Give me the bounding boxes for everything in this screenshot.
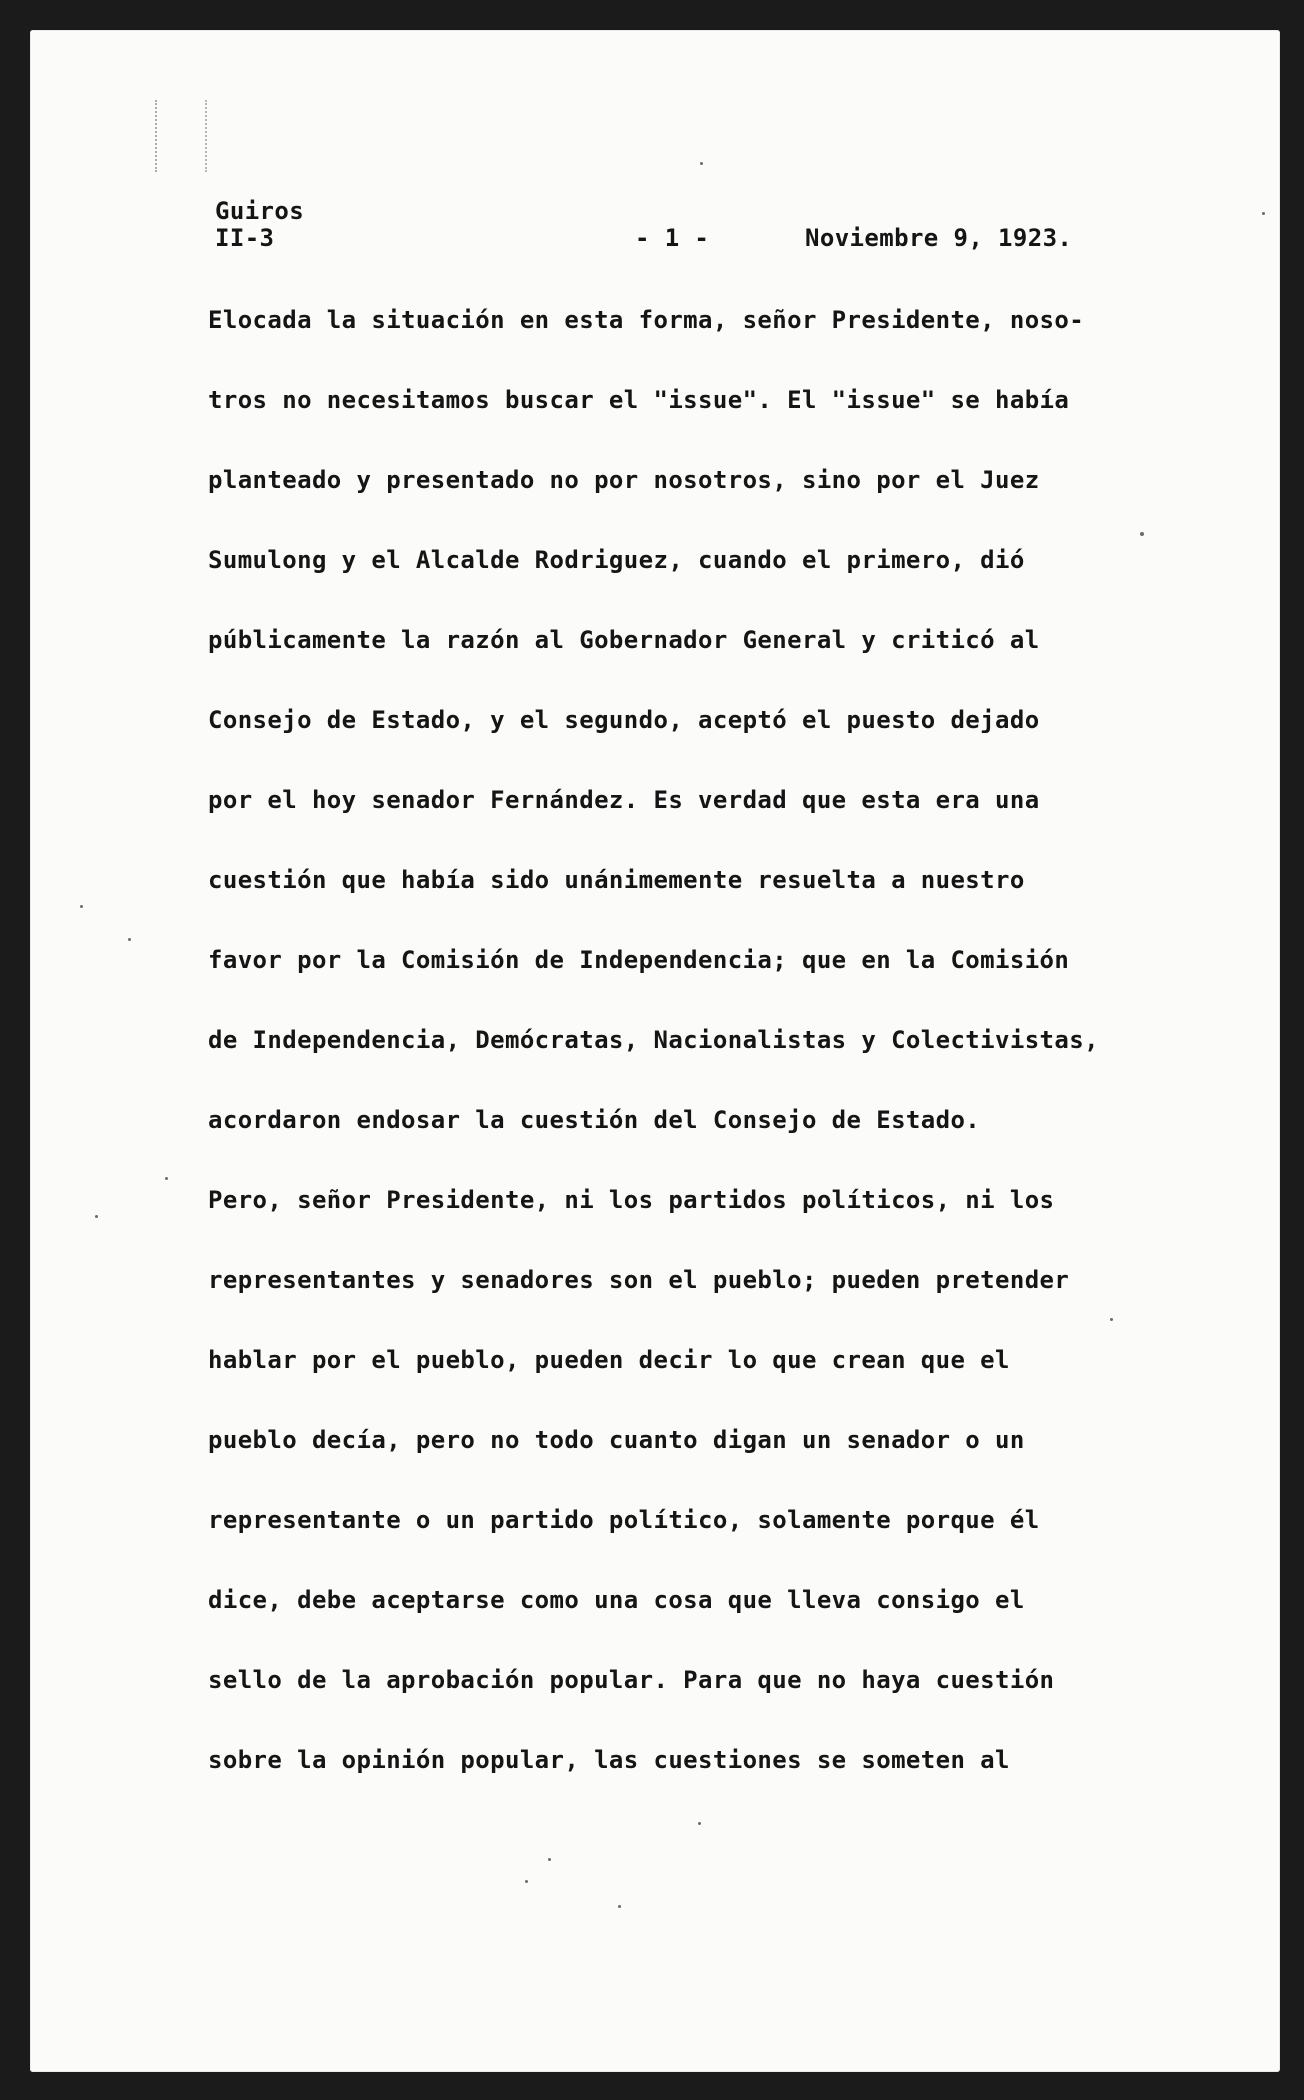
text-line: representantes y senadores son el pueblo; pueden pretender [208, 1266, 1070, 1294]
text-line: dice, debe aceptarse como una cosa que lleva consigo el [208, 1586, 1025, 1614]
text-line: favor por la Comisión de Independencia; que en la Comisión [208, 946, 1070, 974]
text-line: sobre la opinión popular, las cuestiones se someten al [208, 1746, 1010, 1774]
text-line: por el hoy senador Fernández. Es verdad que esta era una [208, 786, 1040, 814]
scan-speck [128, 938, 131, 941]
text-line: de Independencia, Demócratas, Nacionalistas y Colectivistas, [208, 1026, 1099, 1054]
text-line: hablar por el pueblo, pueden decir lo que crean que el [208, 1346, 1010, 1374]
scan-speck [618, 1905, 621, 1908]
text-line: cuestión que había sido unánimemente resuelta a nuestro [208, 866, 1025, 894]
scan-speck [525, 1880, 528, 1883]
text-line: Elocada la situación en esta forma, señor Presidente, noso- [208, 306, 1085, 334]
scan-speck [1262, 212, 1265, 215]
text-line: representante o un partido político, solamente porque él [208, 1506, 1040, 1534]
text-line: pueblo decía, pero no todo cuanto digan un senador o un [208, 1426, 1025, 1454]
scan-speck [1110, 1318, 1113, 1321]
scan-speck [165, 1177, 168, 1180]
page-header [215, 198, 1135, 252]
header-row-1 [215, 198, 1135, 225]
header-row-2 [215, 225, 1135, 252]
text-line: Sumulong y el Alcalde Rodriguez, cuando el primero, dió [208, 546, 1025, 574]
page-number: - 1 - [635, 224, 710, 252]
header-ref: II-3 [215, 224, 275, 252]
scan-speck [1140, 532, 1144, 536]
text-line: públicamente la razón al Gobernador General y criticó al [208, 626, 1040, 654]
header-date: Noviembre 9, 1923. [805, 224, 1073, 252]
text-line: tros no necesitamos buscar el "issue". El "issue" se había [208, 386, 1070, 414]
header-name: Guiros [215, 197, 305, 225]
scan-speck [95, 1215, 98, 1218]
scan-speck [80, 905, 83, 908]
scan-smudge [155, 100, 207, 172]
text-line: sello de la aprobación popular. Para que no haya cuestión [208, 1666, 1055, 1694]
text-line: acordaron endosar la cuestión del Consejo de Estado. [208, 1106, 981, 1134]
text-line: Consejo de Estado, y el segundo, aceptó el puesto dejado [208, 706, 1040, 734]
body-text [208, 305, 1168, 1825]
scan-speck [698, 1822, 701, 1825]
text-line: planteado y presentado no por nosotros, sino por el Juez [208, 466, 1040, 494]
scan-speck [700, 162, 703, 165]
scan-speck [548, 1858, 551, 1861]
text-line: Pero, señor Presidente, ni los partidos políticos, ni los [208, 1186, 1055, 1214]
